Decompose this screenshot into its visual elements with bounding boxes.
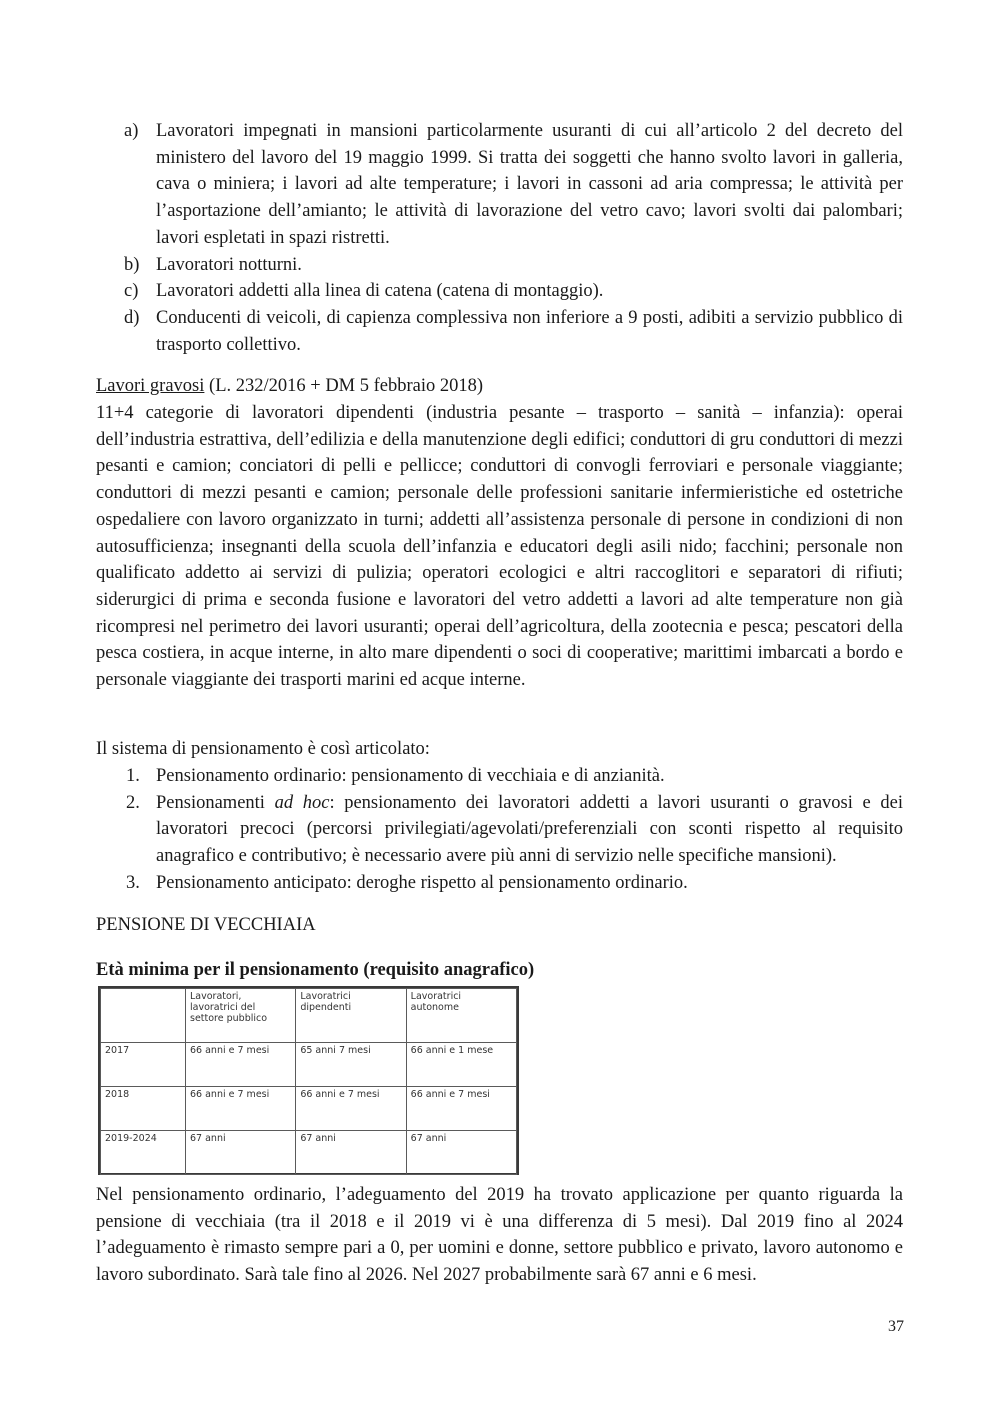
list-marker: b) [124,254,140,275]
table-cell: 66 anni e 1 mese [406,1043,516,1087]
age-requirements-table [98,986,519,1175]
table-heading: Età minima per il pensionamento (requisito anagrafico) [96,960,535,980]
table-cell: 67 anni [296,1131,406,1175]
table-cell: 66 anni e 7 mesi [406,1087,516,1131]
table-header-cell: Lavoratrici dipendenti [296,989,406,1043]
table-header-row [101,989,517,1043]
list-item-text: Conducenti di veicoli, di capienza complessiva non inferiore a 9 posti, adibiti a servizio pubblico di trasporto collettivo. [156,307,903,355]
table-cell: 2017 [101,1043,186,1087]
table-header-cell: Lavoratrici autonome [406,989,516,1043]
age-table [100,988,517,1175]
table-cell: 2018 [101,1087,186,1131]
list-item-text: Lavoratori addetti alla linea di catena (catena di montaggio). [156,281,604,302]
list-item-text: Lavoratori notturni. [156,254,302,275]
list-marker: 2. [126,792,140,813]
lavori-gravosi-body: 11+4 categorie di lavoratori dipendenti (industria pesante – trasporto – sanità – infanzia): operai dell’industria estrattiva, dell’edilizia e della manutenzione degli edifici; conduttori di gru conduttori di mezzi pesanti e camion; conciatori di pelli e pellicce; conduttori di convogli ferroviari e personale viaggiante; conduttori di mezzi pesanti e camion; personale delle professioni sanitarie infermieristiche ed ostetriche ospedaliere con lavoro organizzato in turni; addetti all’assistenza personale di persone in condizioni di non autosufficienza; insegnanti della scuola dell’infanzia e educatori degli asili nido; facchini; personale non qualificato addetto ai servizi di pulizia; operatori ecologici e altri raccoglitori e separatori di rifiuti; siderurgici di prima e seconda fusione e lavoratori del vetro addetti a lavori ad alte temperature non già ricompresi nel perimetro dei lavori usuranti; operai dell’agricoltura, della zootecnia e pesca; pescatori della pesca costiera, in acque interne, in alto mare dipendenti o soci di cooperative; marittimi imbarcati a bordo e personale viaggiante dei trasporti marini ed acque interne. [96,403,903,691]
table-cell: 66 anni e 7 mesi [186,1087,296,1131]
list-item [96,305,903,358]
page-number: 37 [888,1318,904,1335]
list-item [96,790,903,870]
table-cell: 67 anni [406,1131,516,1175]
table-row [101,1043,517,1087]
lavori-gravosi-heading [96,373,903,400]
lavori-gravosi-ref: (L. 232/2016 + DM 5 febbraio 2018) [204,376,484,396]
table-cell: 65 anni 7 mesi [296,1043,406,1087]
list-item [96,870,903,897]
table-cell: 2019-2024 [101,1131,186,1175]
lavori-gravosi-title: Lavori gravosi [96,376,205,396]
table-cell: 67 anni [186,1131,296,1175]
table-cell: 66 anni e 7 mesi [186,1043,296,1087]
table-row [101,1131,517,1175]
list-item [96,252,903,279]
list-item [96,118,903,252]
table-header-cell: Lavoratori, lavoratrici del settore pubblico [186,989,296,1043]
list-item-text: Lavoratori impegnati in mansioni particolarmente usuranti di cui all’articolo 2 del decreto del ministero del lavoro del 19 maggio 1999. Si tratta dei soggetti che hanno svolto lavori in galleria, cava o miniera; i lavori ad alte temperature; i lavori in cassoni ad aria compressa; le attività per l’asportazione dell’amianto; le attività di lavorazione del vetro cavo; lavori svolti dai palombari; lavori espletati in spazi ristretti. [156,121,903,248]
list-item-text: Pensionamento anticipato: deroghe rispetto al pensionamento ordinario. [156,872,688,893]
list-marker: 1. [126,766,140,786]
pensionamento-list [96,763,903,897]
table-header-cell [101,989,186,1043]
list-item-text: Pensionamento ordinario: pensionamento di vecchiaia e di anzianità. [156,766,665,786]
list-item-text: Pensionamenti ad hoc: pensionamento dei lavoratori addetti a lavori usuranti o gravosi e dei lavoratori precoci (percorsi privilegiati/agevolati/preferenziali con sconti rispetto al requisito anagrafico e contributivo; è necessario avere più anni di servizio nelle specifiche mansioni). [156,792,903,867]
table-cell: 66 anni e 7 mesi [296,1087,406,1131]
list-item [96,278,903,305]
section-heading: PENSIONE DI VECCHIAIA [96,915,316,935]
table-row [101,1087,517,1131]
list-marker: c) [124,281,139,302]
closing-paragraph: Nel pensionamento ordinario, l’adeguamento del 2019 ha trovato applicazione per quanto riguarda la pensione di vecchiaia (tra il 2018 e il 2019 vi è una differenza di 5 mesi). Dal 2019 fino al 2024 l’adeguamento è rimasto sempre pari a 0, per uomini e donne, settore pubblico e privato, lavoro autonomo e lavoro subordinato. Sarà tale fino al 2026. Nel 2027 probabilmente sarà 67 anni e 6 mesi. [96,1185,903,1286]
list-marker: d) [124,307,140,328]
usuranti-list [96,118,903,358]
list-item [96,763,903,790]
sistema-intro: Il sistema di pensionamento è così articolato: [96,739,430,759]
list-marker: 3. [126,872,140,893]
list-marker: a) [124,121,139,141]
